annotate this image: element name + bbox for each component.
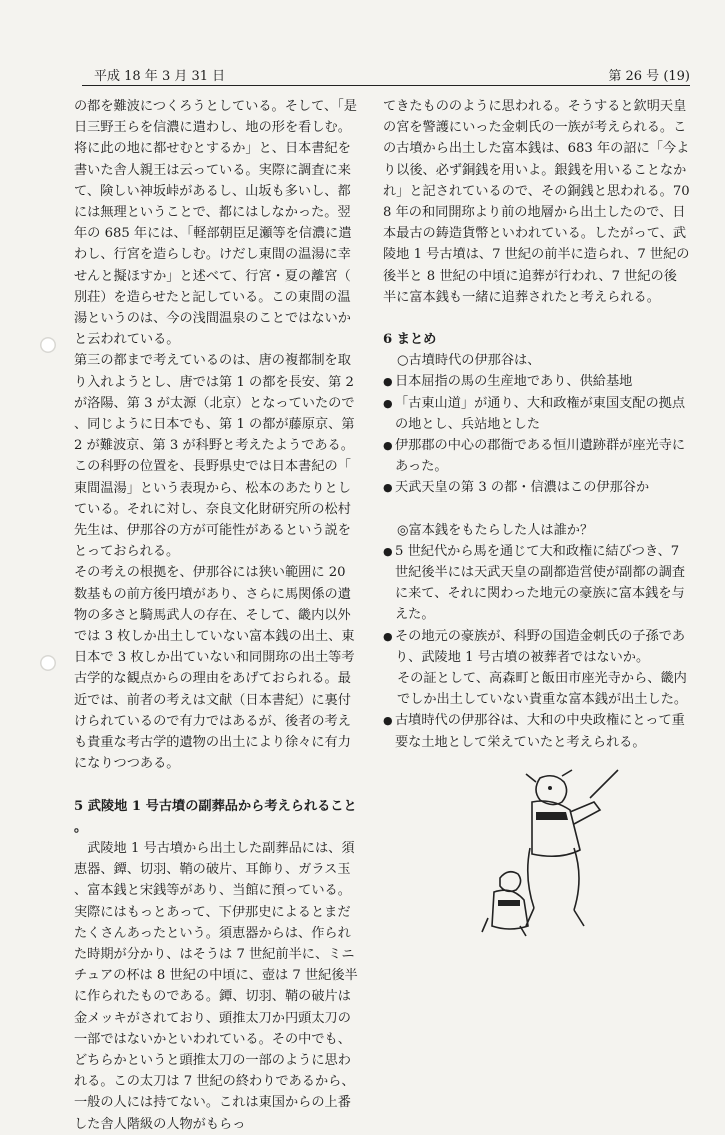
samurai-warriors-illustration-icon bbox=[470, 768, 620, 938]
paragraph: その考えの根拠を、伊那谷には狭い範囲に 20 数基もの前方後円墳があり、さらに馬関係の遺物の多さと騎馬武人の存在、そして、畿内以外では 3 枚しか出土していない富本銭の出土、東日本で 3 枚しか出ていない和同開珎の出土等考古学的な観点からの理由をあげておられる。最近では、前者の考えは文献（日本書紀）に裏付けられているので有力ではあるが、後者の考えも貴重な考古学的遺物の出土により徐々に有力になりつつある。 bbox=[74, 565, 355, 772]
section-heading-5: 5 武陵地 1 号古墳の副葬品から考えられること。 bbox=[74, 798, 357, 835]
bullet-dot-icon: ● bbox=[383, 396, 393, 410]
list-item: ● 天武天皇の第 3 の都・信濃はこの伊那谷か bbox=[383, 477, 690, 498]
bullet-dot-icon: ● bbox=[383, 439, 393, 453]
list-item: ● 伊那郡の中心の郡衙である恒川遺跡群が座光寺にあった。 bbox=[383, 435, 690, 477]
bullet-dot-icon: ● bbox=[383, 714, 393, 728]
paragraph: 武陵地 1 号古墳から出土した副葬品には、須恵器、鐔、切羽、鞘の破片、耳飾り、ガラス玉、富本銭と宋銭等があり、当館に預っている。実際にはもっとあって、下伊那史によるとまだたくさんあったという。須恵器からは、作られた時期が分かり、はそうは 7 世紀前半に、ミニチュアの杯は 8 世紀の中頃に、壺は 7 世紀後半に作られたものである。鐔、切羽、鞘の破片は金メッキがされており、頭推太刀か円頭太刀の一部ではないかといわれている。その中でも、どちらかというと頭推太刀の一部のように思われる。この太刀は 7 世紀の終わりであるから、一般の人には持てない。これは東国からの上番した舎人階級の人物がもらっ bbox=[74, 840, 358, 1132]
bullet-dot-icon: ● bbox=[383, 481, 393, 495]
evidence-text: その証として、高森町と飯田市座光寺から、畿内でしか出土していない貴重な富本銭が出土した。 bbox=[397, 671, 688, 708]
issue-number: 第 26 号 (19) bbox=[608, 69, 690, 84]
list-item: ● 5 世紀代から馬を通じて大和政権に結びつき、7 世紀後半には天武天皇の副都造営使が副都の調査に来て、それに関わった地元の豪族に富本銭を与えた。 bbox=[383, 541, 690, 626]
list-item: ● 日本屈指の馬の生産地であり、供給基地 bbox=[383, 371, 690, 392]
list-item: ● その地元の豪族が、科野の国造金刺氏の子孫であり、武陵地 1 号古墳の被葬者ではないか。 bbox=[383, 626, 690, 668]
bullet-dot-icon: ● bbox=[383, 629, 393, 643]
bullet-dot-icon: ● bbox=[383, 375, 393, 389]
paragraph: てきたもののように思われる。そうすると欽明天皇の宮を警護にいった金刺氏の一族が考えられる。この古墳から出土した富本銭は、683 年の詔に「今より以後、必ず銅銭を用いよ。銀銭を用いることなかれ」と記されているので、その銅銭と思われる。708 年の和同開珎より前の地層から出土したので、日本最古の鋳造貨幣といわれている。したがって、武陵地 1 号古墳は、7 世紀の前半に造られ、7 世紀の後半と 8 世紀の中頃に追葬が行われ、7 世紀の後半に富本銭も一緒に追葬されたと考えられる。 bbox=[383, 99, 690, 305]
fuhon-lead: ◎富本銭をもたらした人は誰か？ bbox=[397, 522, 594, 538]
page-header bbox=[82, 63, 690, 86]
punch-hole-icon bbox=[40, 655, 56, 671]
list-item: ● 古墳時代の伊那谷は、大和の中央政権にとって重要な土地として栄えていたと考えられる。 bbox=[383, 710, 690, 752]
punch-hole-icon bbox=[40, 337, 56, 353]
section-heading-6: 6 まとめ bbox=[383, 332, 437, 348]
bullet-dot-icon: ● bbox=[383, 544, 393, 558]
left-column bbox=[74, 96, 359, 1135]
issue-date: 平成 18 年 3 月 31 日 bbox=[94, 69, 226, 84]
paragraph: 第三の都まで考えているのは、唐の複都制を取り入れようとし、唐では第 1 の都を長安、第 2 が洛陽、第 3 が太源（北京）となっていたので、同じように日本でも、第 1 の都が藤原京、第 2 が難波京、第 3 が科野と考えたようである。この科野の位置を、長野県史では日本書紀の「東間温湯」という表現から、松本のあたりとしている。それに対し、奈良文化財研究所の松村先生は、伊那谷の方が可能性があるという説をとっておられる。 bbox=[74, 353, 355, 560]
right-column bbox=[383, 96, 690, 753]
summary-lead: ○古墳時代の伊那谷は、 bbox=[397, 353, 541, 369]
paragraph: の都を難波につくろうとしている。そして、「是日三野王らを信濃に遣わし、地の形を看しむ。将に此の地に都せむとするか」と、日本書紀を書いた舎人親王は云っている。実際に調査に来て、険しい神坂峠があるし、山坂も多いし、都には無理ということで、都にはしなかった。翌年の 685 年には、「軽部朝臣足瀬等を信濃に遣わし、行宮を造らしむ。けだし東間の温湯に幸せんと擬ほすか」と述べて、行宮・夏の離宮（別荘）を造らせたと記している。この東間の温湯というのは、今の浅間温泉のことではないかと云われている。 bbox=[74, 99, 357, 348]
list-item: ● 「古東山道」が通り、大和政権が東国支配の拠点の地とし、兵站地とした bbox=[383, 393, 690, 435]
